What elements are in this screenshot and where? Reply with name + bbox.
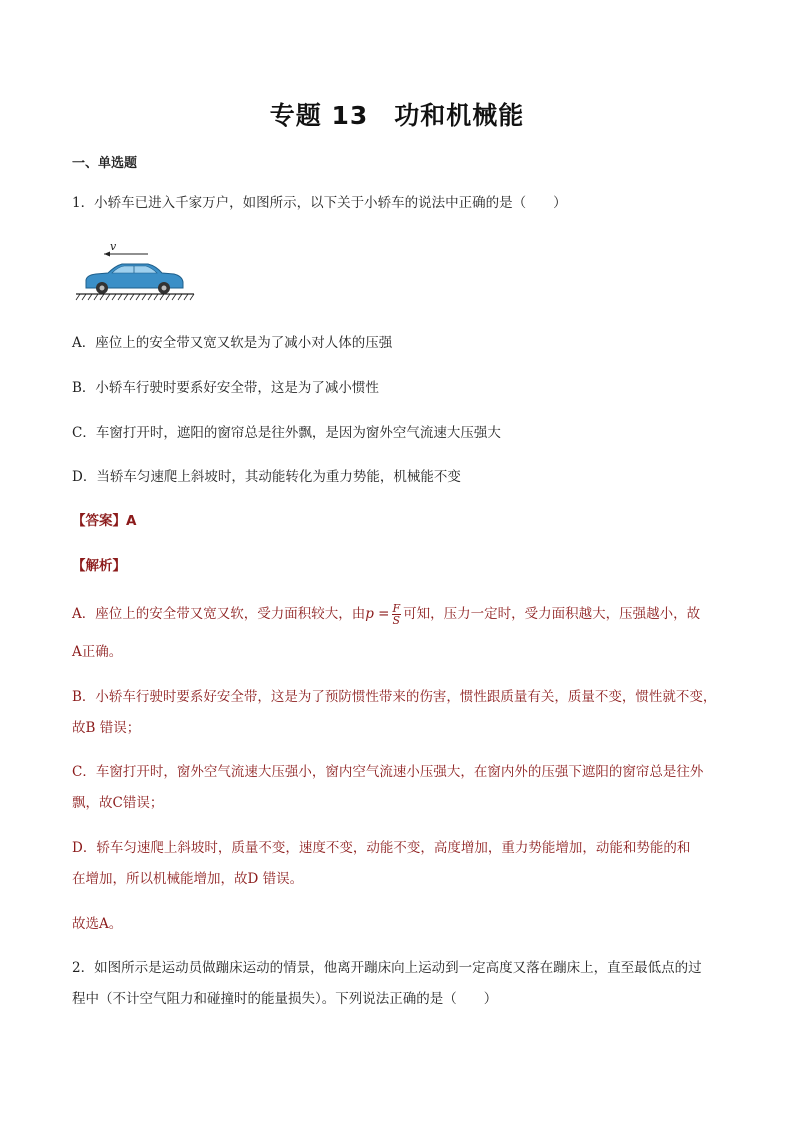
page-title xyxy=(0,96,794,132)
q1-analysis-d-line2: 在增加，所以机械能增加，故D 错误。 xyxy=(72,871,304,887)
q1-option-c: C．车窗打开时，遮阳的窗帘总是往外飘，是因为窗外空气流速大压强大 xyxy=(72,425,501,441)
q1-stem: 1．小轿车已进入千家万户，如图所示，以下关于小轿车的说法中正确的是（ ） xyxy=(72,195,567,211)
q1-analysis-a-line1 xyxy=(72,603,700,626)
car-figure xyxy=(72,236,196,304)
q1-option-a: A．座位上的安全带又宽又软是为了减小对人体的压强 xyxy=(72,335,393,351)
title-topic-name: 功和机械能 xyxy=(394,101,525,130)
q1-answer: 【答案】A xyxy=(72,513,137,529)
analysis-a-text-pre: A．座位上的安全带又宽又软，受力面积较大，由 xyxy=(72,606,366,622)
q1-analysis-b-line1: B．小轿车行驶时要系好安全带，这是为了预防惯性带来的伤害，惯性跟质量有关，质量不变，惯性就不变， xyxy=(72,689,717,705)
q1-analysis-c-line2: 飘，故C错误； xyxy=(72,795,164,811)
title-topic-number: 专题 13 xyxy=(269,101,369,130)
q2-stem-line1: 2．如图所示是运动员做蹦床运动的情景，他离开蹦床向上运动到一定高度又落在蹦床上，直至最低点的过 xyxy=(72,960,702,976)
ground-hatch xyxy=(76,294,194,300)
q1-analysis-c-line1: C．车窗打开时，窗外空气流速大压强小，窗内空气流速小压强大，在窗内外的压强下遮阳的窗帘总是往外 xyxy=(72,764,704,780)
q1-analysis-a-line2: A正确。 xyxy=(72,644,123,660)
velocity-arrow-head xyxy=(104,252,110,257)
pressure-formula-fraction xyxy=(392,603,402,626)
q1-option-d: D．当轿车匀速爬上斜坡时，其动能转化为重力势能，机械能不变 xyxy=(72,469,461,485)
q1-option-b: B．小轿车行驶时要系好安全带，这是为了减小惯性 xyxy=(72,380,379,396)
formula-eq: p = xyxy=(365,606,390,622)
q1-analysis-b-line2: 故B 错误； xyxy=(72,720,141,736)
q1-analysis-title: 【解析】 xyxy=(72,558,126,574)
q1-analysis-d-line1: D．轿车匀速爬上斜坡时，质量不变，速度不变，动能不变，高度增加，重力势能增加，动能和势能的和 xyxy=(72,840,691,856)
q2-stem-line2: 程中（不计空气阻力和碰撞时的能量损失）。下列说法正确的是（ ） xyxy=(72,991,498,1007)
formula-numerator: F xyxy=(392,602,401,615)
formula-denominator: S xyxy=(392,614,401,627)
q1-conclusion: 故选A。 xyxy=(72,916,123,932)
velocity-label: v xyxy=(110,240,117,253)
section-heading: 一、单选题 xyxy=(72,156,138,171)
analysis-a-text-post: 可知，压力一定时，受力面积越大，压强越小，故 xyxy=(403,606,701,622)
